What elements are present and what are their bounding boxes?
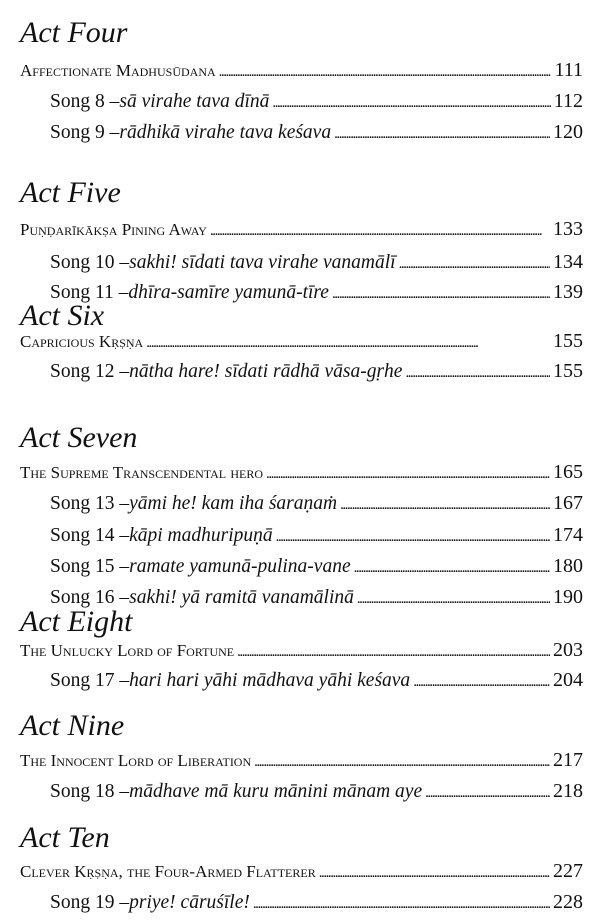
song-title: priye! cāruśīle! xyxy=(129,892,250,913)
act-heading: Act Ten xyxy=(20,821,110,854)
song-label: Song 13 – xyxy=(50,493,130,514)
song-label: Song 19 – xyxy=(50,892,130,913)
song-label: Song 8 – xyxy=(50,91,120,112)
page-number: 112 xyxy=(553,90,583,112)
act-heading: Act Four xyxy=(20,16,128,49)
dot-leader xyxy=(146,332,550,354)
song-label: Song 14 – xyxy=(50,525,130,546)
dot-leader xyxy=(354,557,550,579)
act-heading: Act Seven xyxy=(20,421,138,454)
dot-leader xyxy=(425,782,550,804)
song-title: yāmi he! kam iha śaraṇaṁ xyxy=(129,493,338,514)
song-entry[interactable] xyxy=(50,780,583,802)
song-title: hari hari yāhi mādhava yāhi keśava xyxy=(129,670,411,691)
dot-leader xyxy=(266,463,550,485)
song-entry[interactable] xyxy=(50,281,583,303)
act-heading: Act Eight xyxy=(20,605,133,638)
dot-leader xyxy=(340,494,550,516)
song-entry[interactable] xyxy=(50,492,583,514)
page-number: 155 xyxy=(553,330,583,352)
song-label: Song 9 – xyxy=(50,122,120,143)
dot-leader xyxy=(413,671,550,693)
section-entry[interactable] xyxy=(20,860,583,882)
song-title: kāpi madhuripuṇā xyxy=(129,525,273,546)
page-number: 190 xyxy=(553,586,583,608)
song-label: Song 12 – xyxy=(50,361,130,382)
song-label: Song 11 – xyxy=(50,282,129,303)
page-number: 120 xyxy=(553,121,583,143)
section-title: The Innocent Lord of Liberation xyxy=(20,751,252,770)
page-number: 134 xyxy=(553,251,583,273)
dot-leader xyxy=(219,61,552,83)
dot-leader xyxy=(210,220,550,242)
page-number: 174 xyxy=(553,524,583,546)
song-label: Song 17 – xyxy=(50,670,130,691)
section-title: Puṇḍarīkākṣa Pining Away xyxy=(20,220,207,239)
section-title: The Supreme Transcendental hero xyxy=(20,463,264,482)
song-label: Song 15 – xyxy=(50,556,130,577)
section-title: Clever Kṛṣṇa, the Four-Armed Flatterer xyxy=(20,862,316,881)
song-title: nātha hare! sīdati rādhā vāsa-gṛhe xyxy=(129,361,403,382)
dot-leader xyxy=(254,751,550,773)
page-number: 155 xyxy=(553,360,583,382)
page-number: 133 xyxy=(553,218,583,240)
song-entry[interactable] xyxy=(50,360,583,382)
song-entry[interactable] xyxy=(50,891,583,913)
page-number: 218 xyxy=(553,780,583,802)
dot-leader xyxy=(237,641,550,663)
dot-leader xyxy=(334,123,550,145)
page-number: 139 xyxy=(553,281,583,303)
song-title: mādhave mā kuru mānini mānam aye xyxy=(129,781,423,802)
dot-leader xyxy=(405,362,550,384)
song-label: Song 16 – xyxy=(50,587,130,608)
section-entry[interactable] xyxy=(20,218,583,240)
page-number: 167 xyxy=(553,492,583,514)
song-label: Song 10 – xyxy=(50,252,130,273)
section-title: Affectionate Madhusūdana xyxy=(20,61,216,80)
dot-leader xyxy=(276,526,550,548)
song-entry[interactable] xyxy=(50,121,583,143)
act-heading: Act Six xyxy=(20,299,105,332)
page-number: 227 xyxy=(553,860,583,882)
song-title: dhīra-samīre yamunā-tīre xyxy=(128,282,329,303)
section-entry[interactable] xyxy=(20,461,583,483)
section-entry[interactable] xyxy=(20,749,583,771)
song-entry[interactable] xyxy=(50,524,583,546)
section-entry[interactable] xyxy=(20,59,583,81)
page-number: 217 xyxy=(553,749,583,771)
page-number: 180 xyxy=(553,555,583,577)
page-number: 111 xyxy=(554,59,583,81)
dot-leader xyxy=(319,862,550,884)
section-entry[interactable] xyxy=(20,330,583,352)
page-number: 203 xyxy=(553,639,583,661)
song-entry[interactable] xyxy=(50,669,583,691)
section-entry[interactable] xyxy=(20,639,583,661)
dot-leader xyxy=(272,92,550,114)
song-title: ramate yamunā-pulina-vane xyxy=(129,556,351,577)
song-title: sakhi! yā ramitā vanamālinā xyxy=(129,587,354,608)
page-number: 165 xyxy=(553,461,583,483)
section-title: Capricious Kṛṣṇa xyxy=(20,332,144,351)
song-entry[interactable] xyxy=(50,90,583,112)
song-title: sakhi! sīdati tava virahe vanamālī xyxy=(129,252,396,273)
song-label: Song 18 – xyxy=(50,781,130,802)
dot-leader xyxy=(253,893,550,915)
dot-leader xyxy=(357,588,550,610)
dot-leader xyxy=(399,253,550,275)
song-entry[interactable] xyxy=(50,251,583,273)
song-title: rādhikā virahe tava keśava xyxy=(119,122,332,143)
act-heading: Act Five xyxy=(20,176,121,209)
song-title: sā virahe tava dīnā xyxy=(119,91,270,112)
act-heading: Act Nine xyxy=(20,709,125,742)
dot-leader xyxy=(332,283,550,305)
page-number: 204 xyxy=(553,669,583,691)
section-title: The Unlucky Lord of Fortune xyxy=(20,641,235,660)
page-number: 228 xyxy=(553,891,583,913)
song-entry[interactable] xyxy=(50,555,583,577)
